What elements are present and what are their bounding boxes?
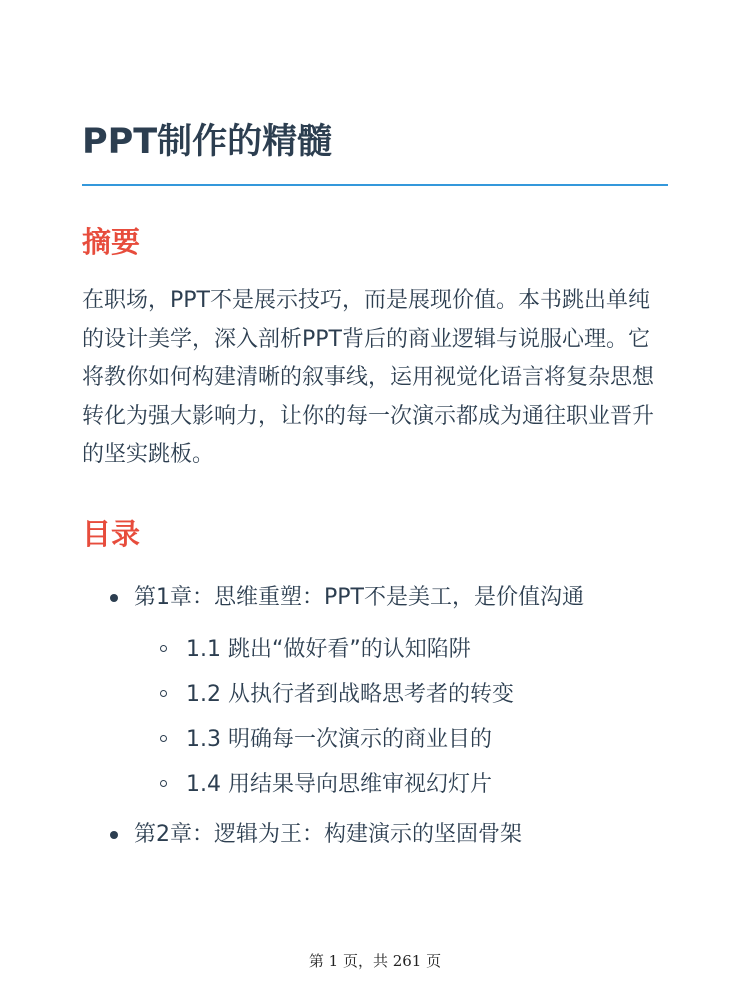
- bullet-circle-icon: [160, 645, 167, 652]
- section-label: 1.4 用结果导向思维审视幻灯片: [186, 772, 492, 797]
- toc-section-1-4: [132, 767, 668, 803]
- section-label: 1.3 明确每一次演示的商业目的: [186, 727, 492, 752]
- toc-heading: 目录: [82, 517, 141, 551]
- document-title: PPT制作的精髓: [82, 122, 333, 162]
- summary-paragraph: 在职场，PPT不是展示技巧，而是展现价值。本书跳出单纯的设计美学，深入剖析PPT背后的商业逻辑与说服心理。它将教你如何构建清晰的叙事线，运用视觉化语言将复杂思想转化为强大影响力，让你的每一次演示都成为通往职业晋升的坚实跳板。: [82, 288, 655, 467]
- chapter-label: 第1章：思维重塑：PPT不是美工，是价值沟通: [134, 585, 584, 610]
- bullet-circle-icon: [160, 780, 167, 787]
- bullet-circle-icon: [160, 735, 167, 742]
- bullet-dot-icon: [110, 594, 118, 602]
- summary-heading: 摘要: [82, 225, 141, 259]
- section-label: 1.1 跳出“做好看”的认知陷阱: [186, 637, 471, 662]
- toc-section-1-1: [132, 632, 668, 668]
- bullet-circle-icon: [160, 690, 167, 697]
- toc-chapter-1: [82, 580, 668, 803]
- toc-section-1-3: [132, 722, 668, 758]
- section-label: 1.2 从执行者到战略思考者的转变: [186, 682, 514, 707]
- chapter-label: 第2章：逻辑为王：构建演示的坚固骨架: [134, 822, 522, 847]
- page-footer: 第 1 页，共 261 页: [308, 952, 442, 970]
- toc-list: [82, 580, 668, 867]
- toc-chapter-2: [82, 817, 668, 853]
- bullet-dot-icon: [110, 831, 118, 839]
- title-divider: [82, 184, 668, 186]
- chapter-1-sections: [134, 632, 668, 803]
- toc-section-1-2: [132, 677, 668, 713]
